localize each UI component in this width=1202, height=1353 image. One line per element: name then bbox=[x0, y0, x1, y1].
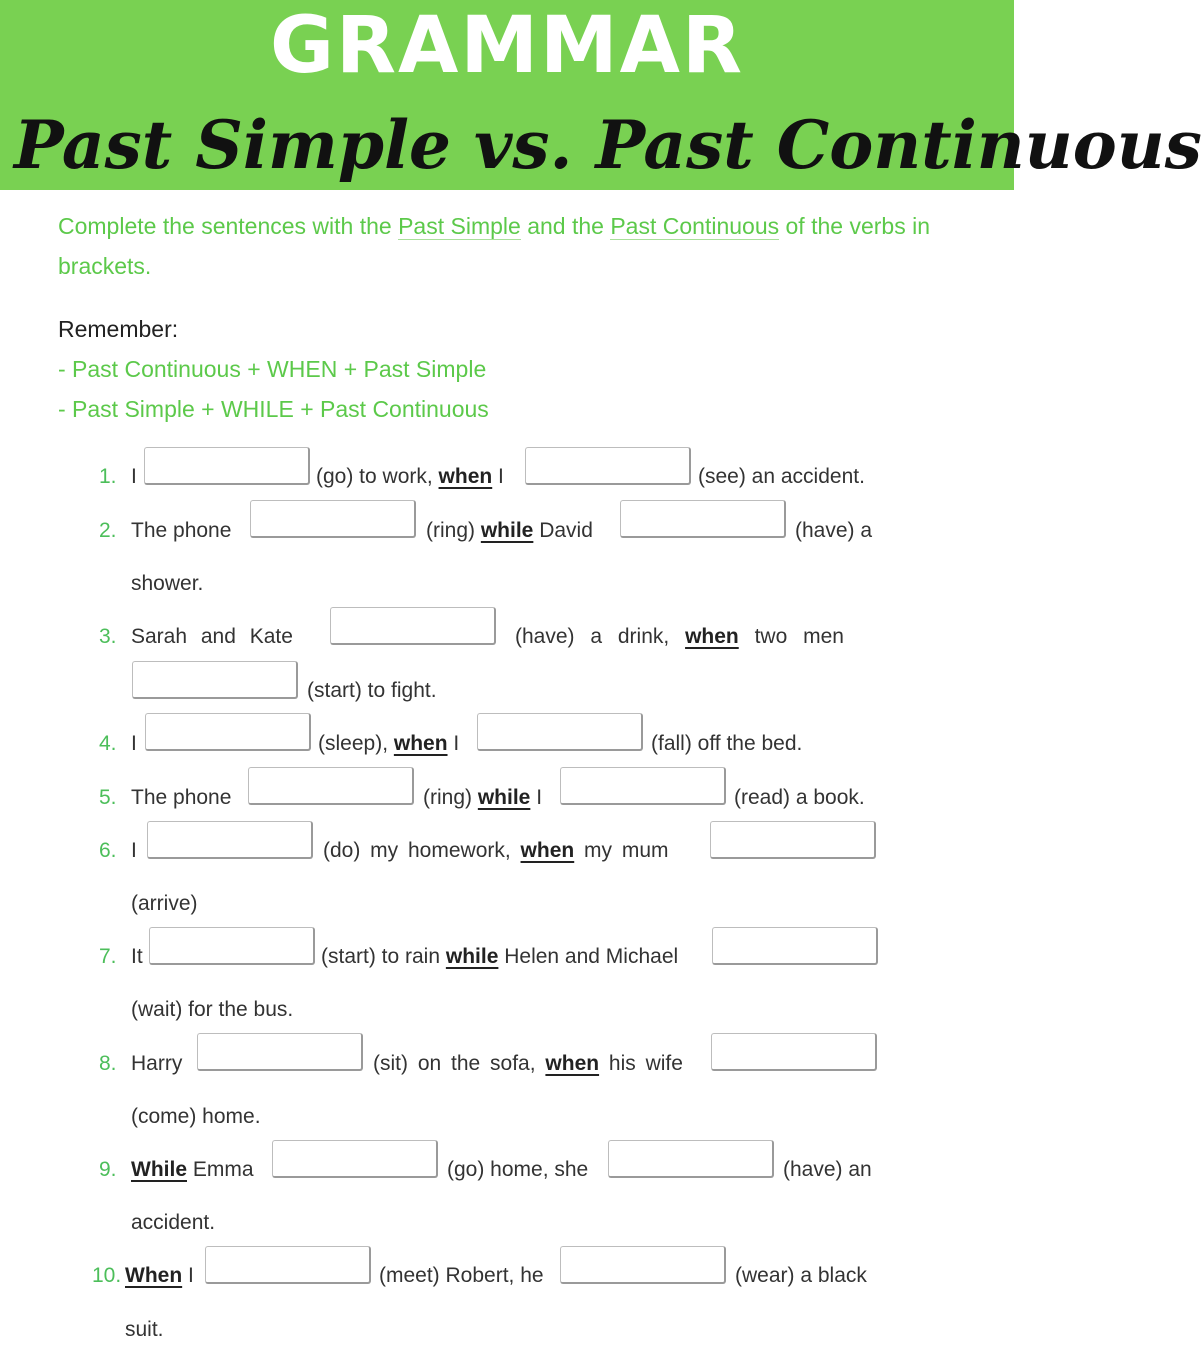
exercise-number: 5. bbox=[99, 786, 117, 809]
page-title: GRAMMAR bbox=[269, 1, 745, 91]
answer-input[interactable] bbox=[620, 500, 786, 538]
exercise-text: Sarah and Kate bbox=[131, 625, 293, 648]
instructions-text: of the verbs in brackets. bbox=[58, 213, 930, 279]
answer-input[interactable] bbox=[477, 713, 643, 751]
exercise-number: 3. bbox=[99, 625, 117, 648]
keyword-while: while bbox=[480, 519, 534, 542]
keyword-when: when bbox=[520, 839, 575, 862]
answer-input[interactable] bbox=[525, 447, 691, 485]
exercise-text: (go) home, she bbox=[447, 1158, 589, 1181]
exercise-number: 7. bbox=[99, 945, 117, 968]
answer-input[interactable] bbox=[272, 1140, 438, 1178]
rule-when: - Past Continuous + WHEN + Past Simple bbox=[58, 356, 487, 382]
answer-input[interactable] bbox=[205, 1246, 371, 1284]
exercise-text: It bbox=[131, 945, 143, 968]
exercise-number: 8. bbox=[99, 1052, 117, 1075]
exercise-number: 10. bbox=[92, 1264, 122, 1287]
exercise-text: (have) a drink, when two men bbox=[515, 625, 844, 648]
answer-input[interactable] bbox=[248, 767, 414, 805]
instructions-term-past-continuous: Past Continuous bbox=[610, 213, 780, 239]
exercise-number: 1. bbox=[99, 465, 117, 488]
exercise-number: 9. bbox=[99, 1158, 117, 1181]
exercise-text: (sit) on the sofa, when his wife bbox=[373, 1052, 683, 1075]
page-subtitle: Past Simple vs. Past Continuous bbox=[14, 106, 1202, 184]
exercise-text: (fall) off the bed. bbox=[651, 732, 803, 755]
exercise-text: (ring) while I bbox=[423, 786, 543, 809]
instructions-term-past-simple: Past Simple bbox=[398, 213, 521, 239]
instructions bbox=[58, 206, 958, 286]
answer-input[interactable] bbox=[560, 1246, 726, 1284]
answer-input[interactable] bbox=[712, 927, 878, 965]
exercise-text: I bbox=[131, 732, 137, 755]
exercise-text: (start) to fight. bbox=[307, 679, 437, 702]
keyword-while: While bbox=[131, 1158, 187, 1181]
exercise-text: suit. bbox=[125, 1318, 164, 1341]
keyword-when: when bbox=[545, 1052, 600, 1075]
exercise-number: 2. bbox=[99, 519, 117, 542]
exercise-text: accident. bbox=[131, 1211, 216, 1234]
exercise-text: (do) my homework, when my mum bbox=[323, 839, 669, 862]
keyword-while: while bbox=[445, 945, 499, 968]
answer-input[interactable] bbox=[144, 447, 310, 485]
keyword-when: When bbox=[125, 1264, 183, 1287]
keyword-when: when bbox=[393, 732, 448, 755]
keyword-while: while bbox=[477, 786, 531, 809]
answer-input[interactable] bbox=[197, 1033, 363, 1071]
exercise-text: (have) an bbox=[783, 1158, 872, 1181]
answer-input[interactable] bbox=[711, 1033, 877, 1071]
rule-while: - Past Simple + WHILE + Past Continuous bbox=[58, 396, 489, 422]
exercise-text: (ring) while David bbox=[426, 519, 593, 542]
answer-input[interactable] bbox=[608, 1140, 774, 1178]
exercise-text: I bbox=[131, 839, 137, 862]
instructions-text: Complete the sentences with the bbox=[58, 213, 399, 239]
exercise-text: (come) home. bbox=[131, 1105, 261, 1128]
keyword-when: when bbox=[685, 625, 739, 648]
exercise-text: I bbox=[131, 465, 137, 488]
exercise-text: (arrive) bbox=[131, 892, 198, 915]
answer-input[interactable] bbox=[145, 713, 311, 751]
answer-input[interactable] bbox=[149, 927, 315, 965]
exercise-number: 4. bbox=[99, 732, 117, 755]
answer-input[interactable] bbox=[710, 821, 876, 859]
header-banner bbox=[0, 0, 1202, 190]
answer-input[interactable] bbox=[147, 821, 313, 859]
keyword-when: when bbox=[438, 465, 493, 488]
answer-input[interactable] bbox=[560, 767, 726, 805]
exercise-text: The phone bbox=[131, 519, 232, 542]
exercise-text: The phone bbox=[131, 786, 232, 809]
exercise-text: (start) to rain while Helen and Michael bbox=[321, 945, 679, 968]
remember-label: Remember: bbox=[58, 316, 179, 342]
answer-input[interactable] bbox=[330, 607, 496, 645]
exercise-text: (sleep), when I bbox=[318, 732, 460, 755]
exercise-text: (wear) a black bbox=[735, 1264, 867, 1287]
answer-input[interactable] bbox=[250, 500, 416, 538]
exercise-text: shower. bbox=[131, 572, 204, 595]
exercise-text: When I bbox=[125, 1264, 194, 1287]
exercise-text: (meet) Robert, he bbox=[379, 1264, 544, 1287]
exercise-text: (see) an accident. bbox=[698, 465, 865, 488]
answer-input[interactable] bbox=[132, 661, 298, 699]
instructions-text: and the bbox=[520, 213, 611, 239]
exercise-text: Harry bbox=[131, 1052, 183, 1075]
exercise-text: (wait) for the bus. bbox=[131, 998, 294, 1021]
exercise-text: (have) a bbox=[795, 519, 873, 542]
exercise-number: 6. bbox=[99, 839, 117, 862]
exercise-text: (read) a book. bbox=[734, 786, 865, 809]
exercise-text: While Emma bbox=[131, 1158, 254, 1181]
exercise-text: (go) to work, when I bbox=[316, 465, 504, 488]
